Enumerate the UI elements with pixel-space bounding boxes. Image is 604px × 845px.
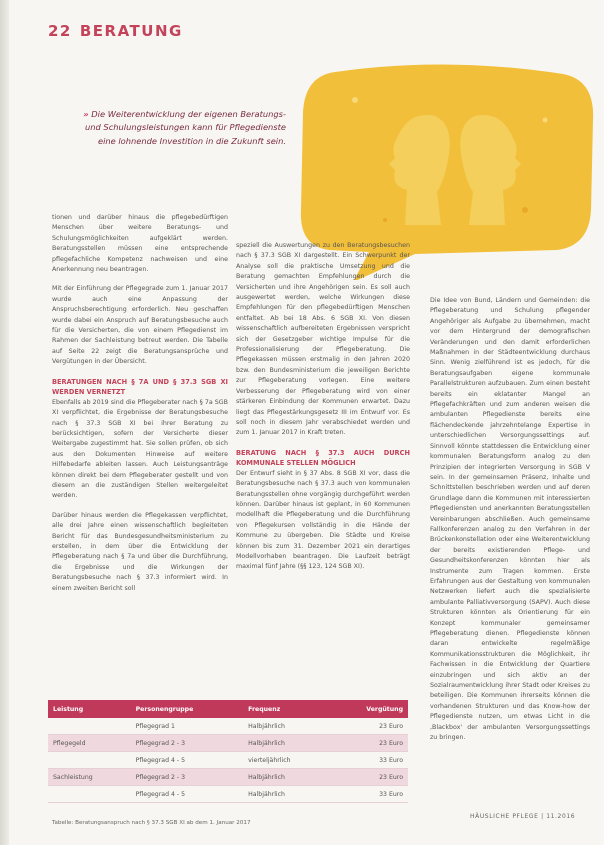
table-row [48, 752, 408, 769]
paragraph: Mit der Einführung der Pflegegrade zum 1. Januar 2017 wurde auch eine Anpassung der Anspruchsberechtigung erforderlich. Neu geschaffen wurde dabei ein Anspruch auf Beratungsbesuche auch für die Versicherten, die von einem Pflegedienst im Rahmen der Sachleistung betreut werden. Die Tabelle auf Seite 22 zeigt die Beratungsansprüche und Vergütungen in der Übersicht. [52, 285, 228, 366]
subheading: BERATUNGEN NACH § 7A UND § 37.3 SGB XI WERDEN VERNETZT [52, 377, 228, 396]
table-caption: Tabelle: Beratungsanspruch nach § 37.3 SGB XI ab dem 1. Januar 2017 [52, 820, 251, 826]
text-column-3 [430, 296, 590, 816]
table-cell: 33 Euro [330, 752, 408, 769]
table-row [48, 735, 408, 752]
paragraph: Ebenfalls ab 2019 sind die Pflegeberater nach § 7a SGB XI verpflichtet, die Ergebnisse der Beratungsbesuche nach § 37.3 SGB XI bei ihrer Beratung zu berücksichtigen, sofern der Versicherte dieser Weitergabe zugestimmt hat. Sie sollen prüfen, ob sich aus den Dokumenten Hinweise auf weitere Hilfebedarfe ableiten lassen. Auch Leistungsanträge können direkt bei dem Pflegeberater gestellt und von diesem an die zuständigen Stellen weitergeleitet werden. [52, 398, 228, 500]
table-cell: vierteljährlich [243, 752, 330, 769]
quote-mark: » [83, 109, 89, 119]
table-cell [48, 786, 131, 803]
table-cell: 23 Euro [330, 718, 408, 735]
table-header-frequenz: Frequenz [243, 700, 330, 718]
paragraph: Der Entwurf sieht in § 37 Abs. 8 SGB XI vor, dass die Beratungsbesuche nach § 37.3 auch von kommunalen Beratungsstellen ohne vorgängig durchgeführt werden können. Darüber hinaus ist geplant, in 60 Kommunen modellhaft die Pflegeberatung und die Durchführung von Pflegekursen vollständig in die Hände der Kommune zu übergeben. Die Städte und Kreise können bis zum 31. Dezember 2021 ein derartiges Modellvorhaben beantragen. Die Laufzeit beträgt maximal fünf Jahre (§§ 123, 124 SGB XI). [236, 469, 410, 571]
table-cell: Pflegegrad 4 - 5 [131, 786, 244, 803]
paragraph: Die Idee von Bund, Ländern und Gemeinden: die Pflegeberatung und Schulung pflegender Angehöriger als Aufgabe zu übernehmen, macht vor dem Hintergrund der demografischen Veränderungen und den damit erforderlichen Maßnahmen in der Städteentwicklung durchaus Sinn. Wenig zielführend ist es jedoch, für die Beratungsaufgaben eigene kommunale Parallelstrukturen aufzubauen. Zum einen besteht bereits ein eklatanter Mangel an Pflegefachkräften und zum anderen weisen die ambulanten Pflegedienste bereits eine flächendeckende jahrzehntelange Expertise in unterschiedlichen Versorgungssettings auf. Sinnvoll könnte stattdessen die Entwicklung einer kommunalen Beratungsform analog zu den Prinzipien der integrierten Versorgung in SGB V sein. In der gemeinsamen Präsenz, Inhalte und Schnittstellen beschrieben werden und auf deren Grundlage dann die Kommunen mit interessierten Pflegediensten und anerkannten Beratungsstellen Vereinbarungen abschließen. Auch gemeinsame Fallkonferenzen analog zu den Verfahren in der Brückenkonstellation oder eine Weiterentwicklung der bereits existierenden Pflege- und Gesundheitskonferenzen könnten hier als Instrumente zum Tragen kommen. Erste Erfahrungen aus der Gestaltung von kommunalen Netzwerken liefert auch die spezialisierte ambulante Palliativversorgung (SAPV). Auch diese Strukturen könnten als Orientierung für ein Konzept kommunaler gemeinsamer Pflegeberatung dienen. Pflegedienste können daran entwickelte regelmäßige Kommunikationsstrukturen die Möglichkeit, ihr Fachwissen in die Entwicklung der Quartiere einzubringen und sich aktiv an der Sozialraumentwicklung ihrer Stadt oder Kreises zu beteiligen. Die Kommunen ihrerseits können die vorhandenen Strukturen und das Know-how der Pflegedienste nutzen, um etwas Licht in die ‚Blackbox' der ambulanten Versorgungssettings zu bringen. [430, 297, 590, 742]
subheading: BERATUNG NACH § 37.3 AUCH DURCH KOMMUNALE STELLEN MÖGLICH [236, 448, 410, 467]
page-footer: HÄUSLICHE PFLEGE | 11.2016 [470, 813, 576, 820]
section-title: BERATUNG [79, 22, 183, 40]
consultation-table [48, 700, 408, 803]
page-header [48, 22, 183, 40]
table-row [48, 786, 408, 803]
table-cell: Halbjährlich [243, 718, 330, 735]
table-header-personengruppe: Personengruppe [131, 700, 244, 718]
quote-text: Die Weiterentwicklung der eigenen Beratungs- und Schulungsleistungen kann für Pflegedienste eine lohnende Investition in die Zukunft sein. [85, 109, 286, 146]
table-cell: Pflegegrad 4 - 5 [131, 752, 244, 769]
table-cell: Halbjährlich [243, 769, 330, 786]
table-cell: Halbjährlich [243, 735, 330, 752]
table-header-row [48, 700, 408, 718]
pull-quote [66, 108, 286, 148]
table-cell: 23 Euro [330, 735, 408, 752]
table-cell: 23 Euro [330, 769, 408, 786]
table-header-verguetung: Vergütung [330, 700, 408, 718]
table-cell: Pflegegrad 1 [131, 718, 244, 735]
table-header-leistung: Leistung [48, 700, 131, 718]
table-cell: 33 Euro [330, 786, 408, 803]
text-column-1 [52, 213, 228, 693]
table-cell [48, 718, 131, 735]
table-cell: Pflegegrad 2 - 3 [131, 735, 244, 752]
table-cell: Sachleistung [48, 769, 131, 786]
text-column-2 [236, 241, 410, 576]
table-cell: Pflegegrad 2 - 3 [131, 769, 244, 786]
table-cell: Halbjährlich [243, 786, 330, 803]
table-row [48, 769, 408, 786]
table-cell [48, 752, 131, 769]
paragraph: Darüber hinaus werden die Pflegekassen verpflichtet, alle drei Jahre einen wissenschaftlich begleiteten Bericht für das Bundesgesundheitsministerium zu erstellen, in dem über die Entwicklung der Pflegeberatung nach § 7a und über die Durchführung, die Ergebnisse und die Wirkungen der Beratungsbesuche nach § 37.3 informiert wird. In einem zweiten Bericht soll [52, 511, 228, 592]
table-row [48, 718, 408, 735]
table-cell: Pflegegeld [48, 735, 131, 752]
paragraph: speziell die Auswertungen zu den Beratungsbesuchen nach § 37.3 SGB XI dargestellt. Ein Schwerpunkt der Analyse soll die praktische Umsetzung und die Beratung gemachten Empfehlungen durch die Versicherten und ihre Angehörigen sein. Es soll auch ausgewertet werden, welche Wirkungen diese Empfehlungen für den pflegebedürftigen Menschen entfaltet. Ab bei 18 Abs. 6 SGB XI. Von diesen wissenschaftlich aufbereiteten Ergebnissen verspricht sich der Gesetzgeber wichtige Impulse für die Professionalisierung der Pflegeberatung. Die Pflegekassen müssen erstmalig in den Jahren 2020 bzw. den Bundesministerium die jeweiligen Berichte zur Pflegeberatung vorlegen. Eine weitere Verbesserung der Pflegeberatung wird von einer stärkeren Einbindung der Kommunen erwartet. Dazu liegt das Pflegestärkungsgesetz III im Entwurf vor. Es soll noch in diesem Jahr verabschiedet werden und zum 1. Januar 2017 in Kraft treten. [236, 242, 410, 437]
paragraph: tionen und darüber hinaus die pflegebedürftigen Menschen über weitere Beratungs- und Schulungsmöglichkeiten aufgeklärt werden. Beratungsstellen müssen eine entsprechende pflegefachliche Kompetenz nachweisen und eine Anerkennung neu beantragen. [52, 214, 228, 274]
page-edge [0, 0, 9, 845]
page-number: 22 [48, 22, 72, 40]
